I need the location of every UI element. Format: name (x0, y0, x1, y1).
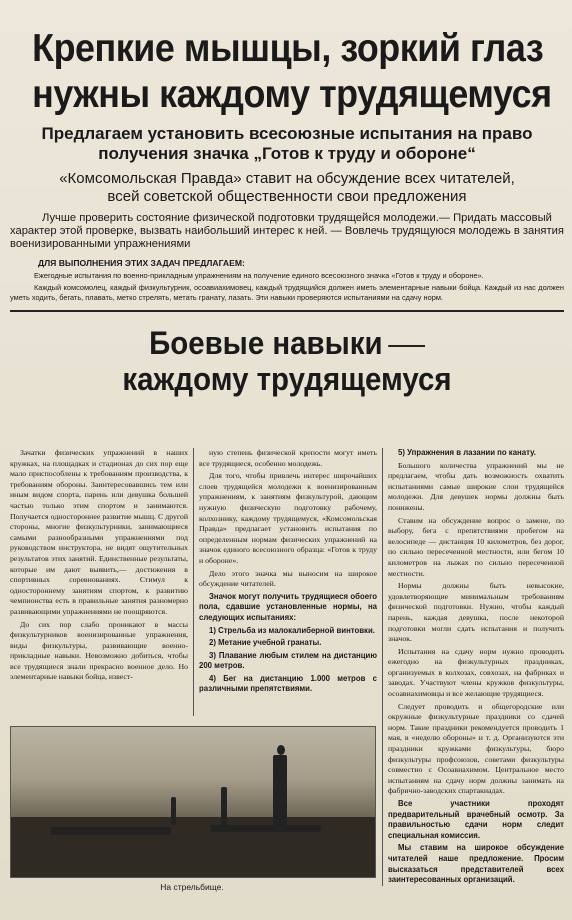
subheadline2-line1: «Комсомольская Правда» ставит на обсуждение всех читателей, (59, 170, 515, 187)
test-item: 5) Упражнения в лазании по канату. (398, 448, 536, 457)
photo-caption: На стрельбище. (160, 882, 224, 892)
col3-paragraph: Следует проводить и общегородские или окружные физкультурные праздники со сдачей норм. Такие праздники рекомендуется проводить 1 мая, в «неделю обороны» и т. д. Организуются эти праздники кружками физкультуры, бюро физкультуры профсоюзов, советами физкультуры совместно с Осоавиахимом. Центральное место испытаниям на сдачу норм должны занимать на фабрично-заводских спартакиадах. (388, 701, 564, 796)
col3-paragraph: Нормы должны быть невысокие, удовлетворяющие минимальным требованиям физической подготовки. Нужно, чтобы каждый парень, каждая девушка, после некоторой подготовки могли сдать испытания и получить значок. (388, 581, 564, 644)
shooting-range-photo (10, 726, 376, 878)
col3-paragraph: Испытания на сдачу норм нужно проводить ежегодно на физкультурных праздниках, организуемых в колхозах, совхозах, на фабриках и заводах. Участвуют члены кружков физкультуры, осоавиахимовцы и все желающие трудящиеся. (388, 646, 564, 699)
standing-figure (221, 787, 227, 825)
prone-shooter (51, 827, 171, 835)
subheadline2-line2: всей советской общественности свои предложения (107, 188, 467, 205)
prone-shooter (211, 825, 321, 832)
section2-headline-line2: каждому трудящемуся (122, 361, 452, 398)
col2-paragraph: Дело этого значка мы выносим на широкое обсуждение читателей. (199, 568, 377, 589)
standing-figure (171, 797, 176, 825)
proposal-title: ДЛЯ ВЫПОЛНЕНИЯ ЭТИХ ЗАДАЧ ПРЕДЛАГАЕМ: (38, 258, 245, 268)
col2-paragraph: ную степень физической крепости могут иметь все трудящиеся, особенно молодежь. (199, 448, 377, 468)
col3-paragraph: Мы ставим на широкое обсуждение читателей наше предложение. Просим высказаться представителей всех заинтересованных организаций. (388, 843, 564, 885)
main-headline-line1: Крепкие мышцы, зоркий глаз (32, 27, 544, 70)
col3-paragraph: Все участники проходят предварительный врачебный осмотр. За правильностью сдачи норм следит специальная комиссия. (388, 799, 564, 840)
col2-paragraph: Для того, чтобы привлечь интерес широчайших слоев трудящейся молодежи к военизированным упражнениям, к занятиям физкультурой, дающим нужную физическую подготовку рабочему, колхознику, каждому трудящемуся, «Комсомольская Правда» предлагает установить испытания по определенным нормам физических упражнений на значок единого всесоюзного образца: «Готов к труду и обороне». (199, 471, 377, 565)
column-1 (10, 448, 188, 685)
column-2 (199, 448, 377, 697)
column-3 (388, 448, 564, 888)
col3-paragraph: Ставим на обсуждение вопрос о замене, по выбору, бега с препятствиями пробегом на велосипеде — дистанция 10 километров, без дорог, по сильно пересеченной местности, или бегом 10 километров на лыжах по сильно пересеченной местности. (388, 515, 564, 578)
test-item: 4) Бег на дистанцию 1.000 метров с различными препятствиями. (199, 673, 377, 694)
section2-headline-line1: Боевые навыки (32, 326, 542, 360)
col1-paragraph: До сих пор слабо проникают в массы физкультурников военизированные упражнения, виды физкультуры, развивающие военно-прикладные навыки. Невозможно добиться, чтобы все трудящиеся знали прекрасно военное дело. Но элементарные навыки бойца, извест- (10, 619, 188, 682)
main-headline-line2: нужны каждому трудящемуся (32, 73, 552, 116)
proposal-paragraph-1: Ежегодные испытания по военно-прикладным упражнениям на получение единого всесоюзного значка «Готов к труду и обороне». (34, 271, 484, 280)
subheadline-line2: получения значка „Готов к труду и обороне“ (98, 144, 476, 163)
section-divider (10, 310, 564, 312)
column-divider (193, 448, 194, 716)
column-divider (382, 448, 383, 716)
col1-paragraph: Зачатки физических упражнений в наших кружках, на площадках и стадионах до сих пор еще мало приспособлены к требованиям производства, к требованиям обороны. Заинтересовавшись тем или иным видом спорта, парень или девушка большей частью только этим спортом и занимаются. Получается одностороннее развитие мышц. С другой стороны, многие физкультурники, занимающиеся самыми разнообразными упражнениями под руководством инструктора, не видят ощутительных результатов этих занятий. Единственные результаты, которые им дают выявить,— достижения в спортивных соревнованиях. Стимул к одностороннему занятиям спортом, к развитию чемпионства есть в правильные занятия разномерно развивающими упражнениями не поощряются. (10, 448, 188, 616)
col3-paragraph: Большого количества упражнений мы не предлагаем, чтобы дать возможность охватить испытаниями самые широкие слои трудящейся молодежи. Для девушек нормы должны быть понижены. (388, 460, 564, 512)
test-item: 1) Стрельба из малокалиберной винтовки. (209, 625, 375, 635)
standing-figure-head (277, 745, 285, 755)
test-item: 3) Плавание любым стилем на дистанцию 200 метров. (199, 650, 377, 671)
col2-paragraph: Значок могут получить трудящиеся обоего пола, сдавшие установленные нормы, на следующих испытаниях: (199, 591, 377, 622)
lead-paragraph: Лучше проверить состояние физической подготовки трудящейся молодежи.— Придать массовый характер этой проверке, вызвать наибольший интерес к ней. — Вовлечь трудящуюся молодежь в занятия военизированными упражнениями (10, 212, 564, 250)
subheadline-line1: Предлагаем установить всесоюзные испытания на право (41, 124, 533, 143)
article-columns (10, 448, 564, 918)
proposal-paragraph-2: Каждый комсомолец, каждый физкультурник, осоавиахимовец, каждый трудящийся должен иметь элементарные навыки бойца. Каждый из нас должен уметь ходить, бегать, плавать, метко стрелять, метать гранату, лазать. Эти навыки проверяются испытаниями на сдачу норм. (10, 283, 564, 302)
standing-figure (273, 755, 287, 825)
test-item: 2) Метание учебной гранаты. (209, 638, 322, 648)
column-divider (382, 716, 383, 886)
